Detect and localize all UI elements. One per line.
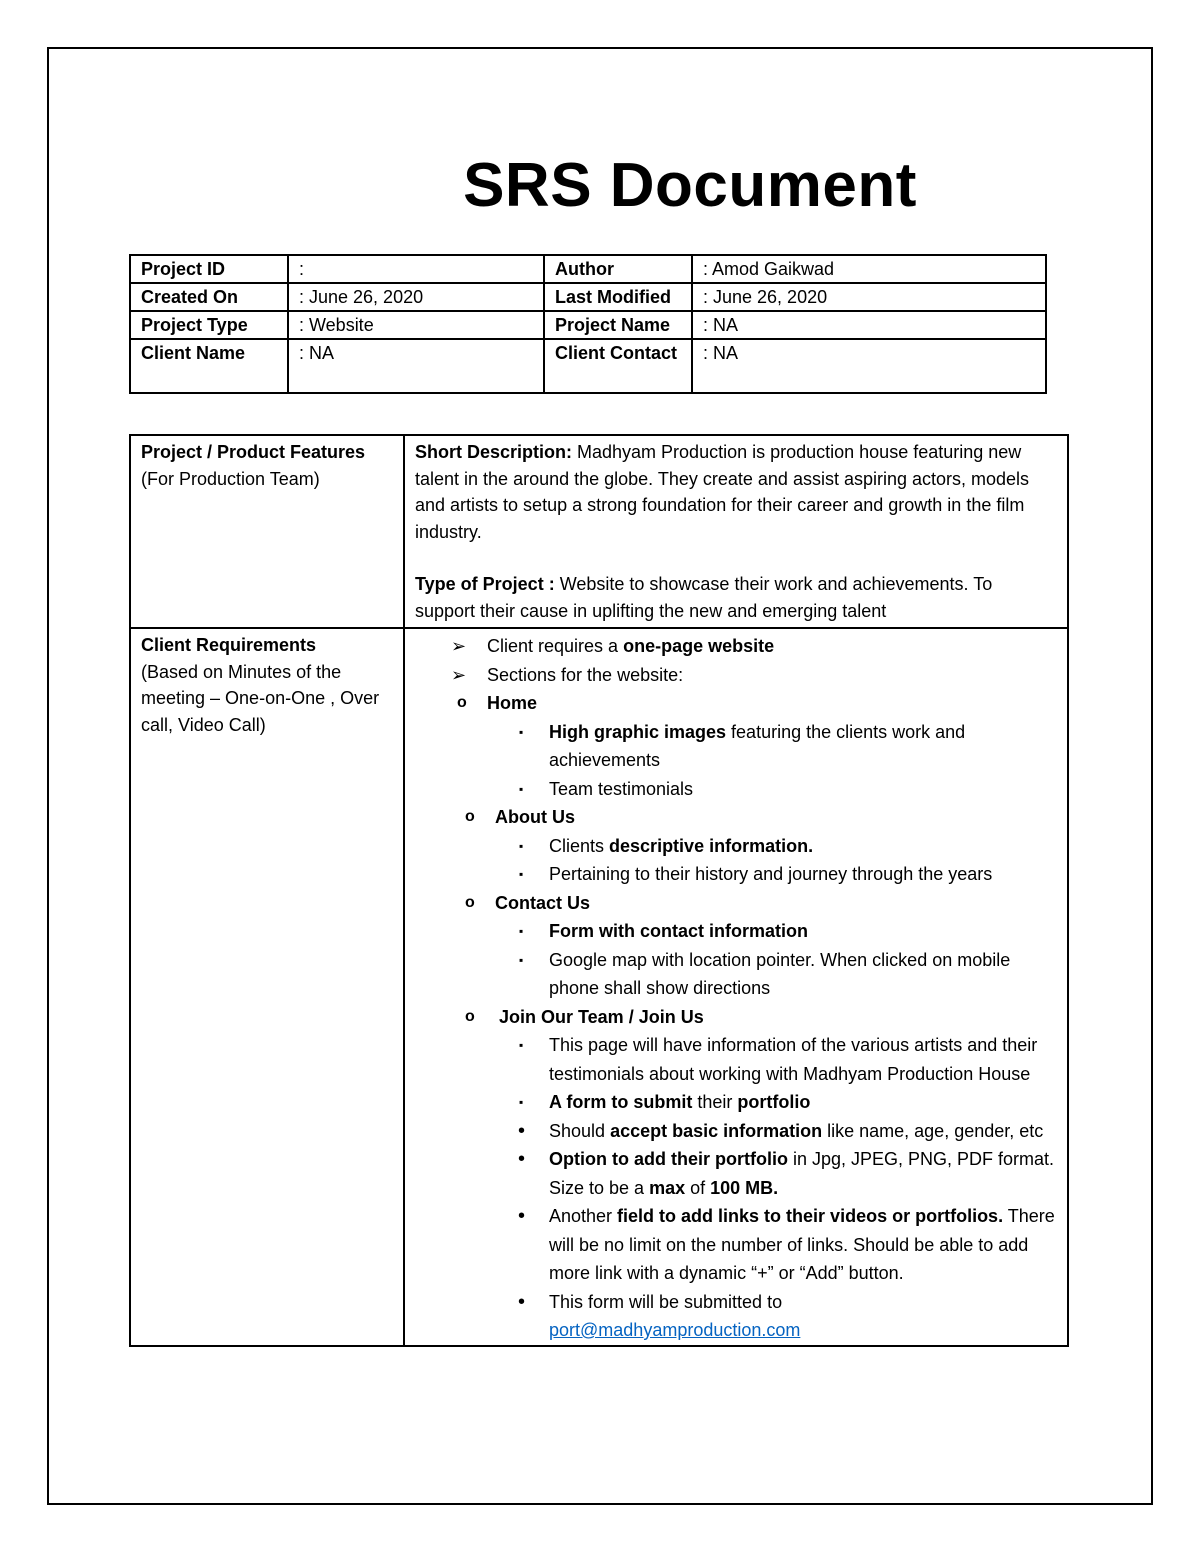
list-item-text: Sections for the website: (487, 664, 684, 685)
list-item-text: Another (549, 1206, 618, 1226)
last-modified-value: : June 26, 2020 (692, 283, 1046, 311)
author-value: : Amod Gaikwad (692, 255, 1046, 283)
arrow-bullet-icon: ➢ (451, 664, 467, 685)
round-bullet-icon: • (518, 1290, 526, 1313)
list-item (415, 832, 1057, 861)
list-item-text-bold: accept basic information (610, 1120, 823, 1141)
list-item (415, 718, 1057, 775)
type-of-project-text: Website to showcase their work and achievements. To support their cause in uplifting the new and emerging talent (415, 574, 993, 621)
square-bullet-icon: ▪ (519, 724, 524, 739)
list-item-text: Google map with location pointer. When clicked on mobile phone shall show directions (549, 949, 1011, 998)
last-modified-label: Last Modified (544, 283, 692, 311)
client-contact-value: : NA (692, 339, 1046, 393)
features-table (129, 434, 1069, 1347)
client-contact-label: Client Contact (544, 339, 692, 393)
project-name-value: : NA (692, 311, 1046, 339)
list-item-text: There will be no limit on the number of links. Should be able to add more link with a dynamic “+” or “Add” button. (549, 1206, 1055, 1283)
short-description-label: Short Description: (415, 442, 573, 462)
section-home (415, 689, 1057, 718)
project-id-value: : (288, 255, 544, 283)
square-bullet-icon: ▪ (519, 1095, 524, 1109)
features-label-cell (130, 435, 404, 628)
section-title: Join Our Team / Join Us (499, 1006, 704, 1027)
requirements-label: Client Requirements (141, 635, 317, 655)
list-item-text-bold: Form with contact information (549, 921, 808, 941)
project-name-label: Project Name (544, 311, 692, 339)
features-description-cell (404, 435, 1068, 628)
table-row (130, 255, 1046, 283)
list-item-text: Clients (549, 835, 610, 856)
circle-bullet-icon: o (457, 694, 467, 711)
section-title: Contact Us (495, 892, 591, 913)
section-title: About Us (495, 807, 575, 827)
list-item-text-bold: portfolio (737, 1092, 811, 1112)
list-item-text-bold: 100 MB. (710, 1177, 779, 1198)
square-bullet-icon: ▪ (519, 838, 524, 853)
list-item (415, 775, 1057, 804)
author-label: Author (544, 255, 692, 283)
list-item-text: like name, age, gender, etc (822, 1120, 1044, 1141)
list-item-text: in Jpg, JPEG, PNG, PDF format. Size to be a (549, 1149, 1055, 1198)
list-item (415, 1202, 1057, 1288)
list-item-text-bold: Option to add their portfolio (549, 1149, 788, 1169)
square-bullet-icon: ▪ (519, 867, 524, 881)
circle-bullet-icon: o (465, 893, 475, 911)
client-name-value: : NA (288, 339, 544, 393)
short-description-text: Madhyam Production is production house featuring new talent in the around the globe. They create and assist aspiring actors, models and artists to setup a strong foundation for their career and growth in the film industry. (415, 442, 1030, 542)
list-item-text: their (692, 1092, 738, 1112)
email-link[interactable]: port@madhyamproduction.com (549, 1320, 801, 1340)
list-item (415, 1031, 1057, 1088)
list-item (415, 1145, 1057, 1202)
short-description (415, 439, 1057, 545)
list-item-text: Pertaining to their history and journey through the years (549, 864, 993, 884)
list-item-text-bold: max (649, 1177, 686, 1198)
project-id-label: Project ID (130, 255, 288, 283)
list-item-text-bold: A form to submit (549, 1092, 693, 1112)
section-join (415, 1003, 1057, 1032)
created-on-label: Created On (130, 283, 288, 311)
square-bullet-icon: ▪ (519, 1038, 524, 1052)
list-item (415, 1088, 1057, 1117)
client-name-label: Client Name (130, 339, 288, 393)
requirements-cell (404, 628, 1068, 1346)
round-bullet-icon: • (518, 1119, 526, 1142)
arrow-bullet-icon: ➢ (451, 636, 467, 656)
table-row (130, 339, 1046, 393)
requirements-list (415, 632, 1057, 1345)
list-item-text-bold: descriptive information. (609, 835, 814, 856)
requirements-label-cell (130, 628, 404, 1346)
table-row (130, 283, 1046, 311)
round-bullet-icon: • (518, 1148, 526, 1170)
square-bullet-icon: ▪ (519, 952, 524, 967)
list-item-text: Should (549, 1120, 611, 1141)
list-item-text: This form will be submitted to (549, 1291, 783, 1312)
circle-bullet-icon: o (465, 808, 475, 825)
type-of-project (415, 571, 1057, 624)
requirements-sublabel: (Based on Minutes of the meeting – One-on-One , Over call, Video Call) (141, 661, 380, 735)
table-row (130, 628, 1068, 1346)
project-type-value: : Website (288, 311, 544, 339)
list-item (415, 1117, 1057, 1146)
features-sublabel: (For Production Team) (141, 468, 320, 489)
section-about (415, 803, 1057, 832)
spacer (415, 545, 1057, 571)
list-item (415, 1288, 1057, 1345)
list-item-text: Client requires a (487, 636, 624, 656)
round-bullet-icon: • (518, 1205, 526, 1227)
list-item-text-bold: High graphic images (549, 721, 727, 742)
list-item (415, 661, 1057, 690)
list-item (415, 632, 1057, 661)
square-bullet-icon: ▪ (519, 781, 524, 796)
created-on-value: : June 26, 2020 (288, 283, 544, 311)
table-row (130, 311, 1046, 339)
list-item-text-bold: one-page website (623, 636, 775, 656)
list-item (415, 860, 1057, 889)
list-item-text: Team testimonials (549, 778, 694, 799)
circle-bullet-icon: o (465, 1007, 475, 1025)
table-row (130, 435, 1068, 628)
list-item-text: of (685, 1177, 711, 1198)
list-item (415, 946, 1057, 1003)
section-title: Home (487, 693, 538, 713)
square-bullet-icon: ▪ (519, 924, 524, 938)
project-info-table (129, 254, 1047, 394)
project-type-label: Project Type (130, 311, 288, 339)
section-contact (415, 889, 1057, 918)
list-item-text: featuring the clients work and achievements (549, 721, 966, 770)
features-label: Project / Product Features (141, 442, 366, 462)
page-title: SRS Document (463, 151, 917, 220)
list-item-text: This page will have information of the various artists and their testimonials about working with Madhyam Production House (549, 1035, 1038, 1084)
list-item-text-bold: field to add links to their videos or portfolios. (617, 1206, 1004, 1226)
list-item (415, 917, 1057, 946)
type-of-project-label: Type of Project : (415, 574, 555, 594)
